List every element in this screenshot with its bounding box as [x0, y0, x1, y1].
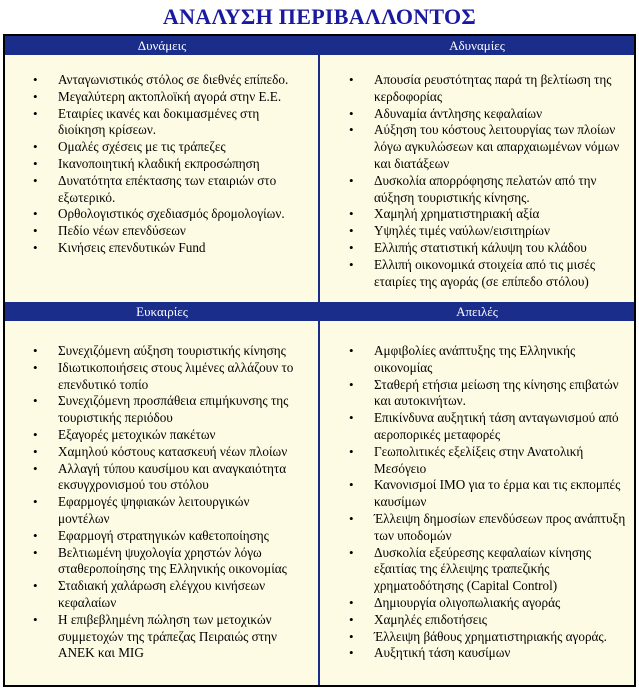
list-item: • Σταθερή ετήσια μείωση της κίνησης επιβατών και αυτοκινήτων. — [349, 377, 627, 411]
threats-heading: Απειλές — [456, 304, 498, 319]
list-item: • Αυξητική τάση καυσίμων — [349, 645, 627, 662]
page-title: ΑΝΑΛΥΣΗ ΠΕΡΙΒΑΛΛΟΝΤΟΣ — [162, 4, 477, 29]
list-item: • Δημιουργία ολιγοπωλιακής αγοράς — [349, 595, 627, 612]
list-item: • Απουσία ρευστότητας παρά τη βελτίωση της κερδοφορίας — [349, 72, 627, 106]
opportunities-heading: Ευκαιρίες — [136, 304, 188, 319]
weaknesses-heading: Αδυναμίες — [449, 38, 505, 53]
list-item: • Έλλειψη δημοσίων επενδύσεων προς ανάπτυξη των υποδομών — [349, 511, 627, 545]
list-item: • Ικανοποιητική κλαδική εκπροσώπηση — [33, 156, 295, 173]
list-item: • Εξαγορές μετοχικών πακέτων — [33, 427, 295, 444]
list-item: • Πεδίο νέων επενδύσεων — [33, 223, 295, 240]
list-item: • Χαμηλού κόστους κατασκευή νέων πλοίων — [33, 444, 295, 461]
list-item: • Κανονισμοί IMO για το έρμα και τις εκπομπές καυσίμων — [349, 477, 627, 511]
threats-list — [349, 343, 627, 662]
list-item: • Συνεχιζόμενη προσπάθεια επιμήκυνσης της τουριστικής περιόδου — [33, 393, 295, 427]
list-item: • Χαμηλή χρηματιστηριακή αξία — [349, 206, 627, 223]
list-item: • Ελλιπή οικονομικά στοιχεία από τις μισές εταιρίες της αγοράς (σε επίπεδο στόλου) — [349, 257, 627, 291]
strengths-heading: Δυνάμεις — [137, 38, 187, 53]
list-item: • Συνεχιζόμενη αύξηση τουριστικής κίνησης — [33, 343, 295, 360]
column-divider-top — [318, 36, 320, 304]
list-item: • Η επιβεβλημένη πώληση των μετοχικών συμμετοχών της τράπεζας Πειραιώς στην ΑΝΕΚ και MIG — [33, 612, 295, 662]
list-item: • Αλλαγή τύπου καυσίμου και αναγκαιότητα εκσυγχρονισμού του στόλου — [33, 461, 295, 495]
list-item: • Ανταγωνιστικός στόλος σε διεθνές επίπεδο. — [33, 72, 295, 89]
list-item: • Αύξηση του κόστους λειτουργίας των πλοίων λόγω αγκυλώσεων και απαρχαιωμένων νόμων και διατάξεων — [349, 122, 627, 172]
list-item: • Επικίνδυνα αυξητική τάση ανταγωνισμού από αεροπορικές μεταφορές — [349, 410, 627, 444]
list-item: • Ορθολογιστικός σχεδιασμός δρομολογίων. — [33, 206, 295, 223]
list-item: • Εφαρμογές ψηφιακών λειτουργικών μοντέλων — [33, 494, 295, 528]
list-item: • Υψηλές τιμές ναύλων/εισιτηρίων — [349, 223, 627, 240]
swot-table — [3, 34, 636, 687]
list-item: • Κινήσεις επενδυτικών Fund — [33, 240, 295, 257]
list-item: • Εταιρίες ικανές και δοκιμασμένες στη διοίκηση κρίσεων. — [33, 106, 295, 140]
list-item: • Ιδιωτικοποιήσεις στους λιμένες αλλάζουν το επενδυτικό τοπίο — [33, 360, 295, 394]
list-item: • Μεγαλύτερη ακτοπλοϊκή αγορά στην Ε.Ε. — [33, 89, 295, 106]
list-item: • Ομαλές σχέσεις με τις τράπεζες — [33, 139, 295, 156]
column-divider-bottom — [318, 304, 320, 685]
list-item: • Βελτιωμένη ψυχολογία χρηστών λόγω σταθεροποίησης της Ελληνικής οικονομίας — [33, 545, 295, 579]
opportunities-list — [33, 343, 295, 662]
strengths-list — [33, 72, 295, 257]
list-item: • Γεωπολιτικές εξελίξεις στην Ανατολική Μεσόγειο — [349, 444, 627, 478]
list-item: • Έλλειψη βάθους χρηματιστηριακής αγοράς. — [349, 629, 627, 646]
list-item: • Χαμηλές επιδοτήσεις — [349, 612, 627, 629]
list-item: • Αδυναμία άντλησης κεφαλαίων — [349, 106, 627, 123]
list-item: • Εφαρμογή στρατηγικών καθετοποίησης — [33, 528, 295, 545]
weaknesses-list — [349, 72, 627, 290]
list-item: • Σταδιακή χαλάρωση ελέγχου κινήσεων κεφαλαίων — [33, 578, 295, 612]
list-item: • Ελλιπής στατιστική κάλυψη του κλάδου — [349, 240, 627, 257]
list-item: • Δυσκολία απορρόφησης πελατών από την αύξηση τουριστικής κίνησης. — [349, 173, 627, 207]
list-item: • Δυνατότητα επέκτασης των εταιριών στο εξωτερικό. — [33, 173, 295, 207]
list-item: • Δυσκολία εξεύρεσης κεφαλαίων κίνησης εξαιτίας της έλλειψης τραπεζικής χρηματοδότησης (Capital Control) — [349, 545, 627, 595]
list-item: • Αμφιβολίες ανάπτυξης της Ελληνικής οικονομίας — [349, 343, 627, 377]
